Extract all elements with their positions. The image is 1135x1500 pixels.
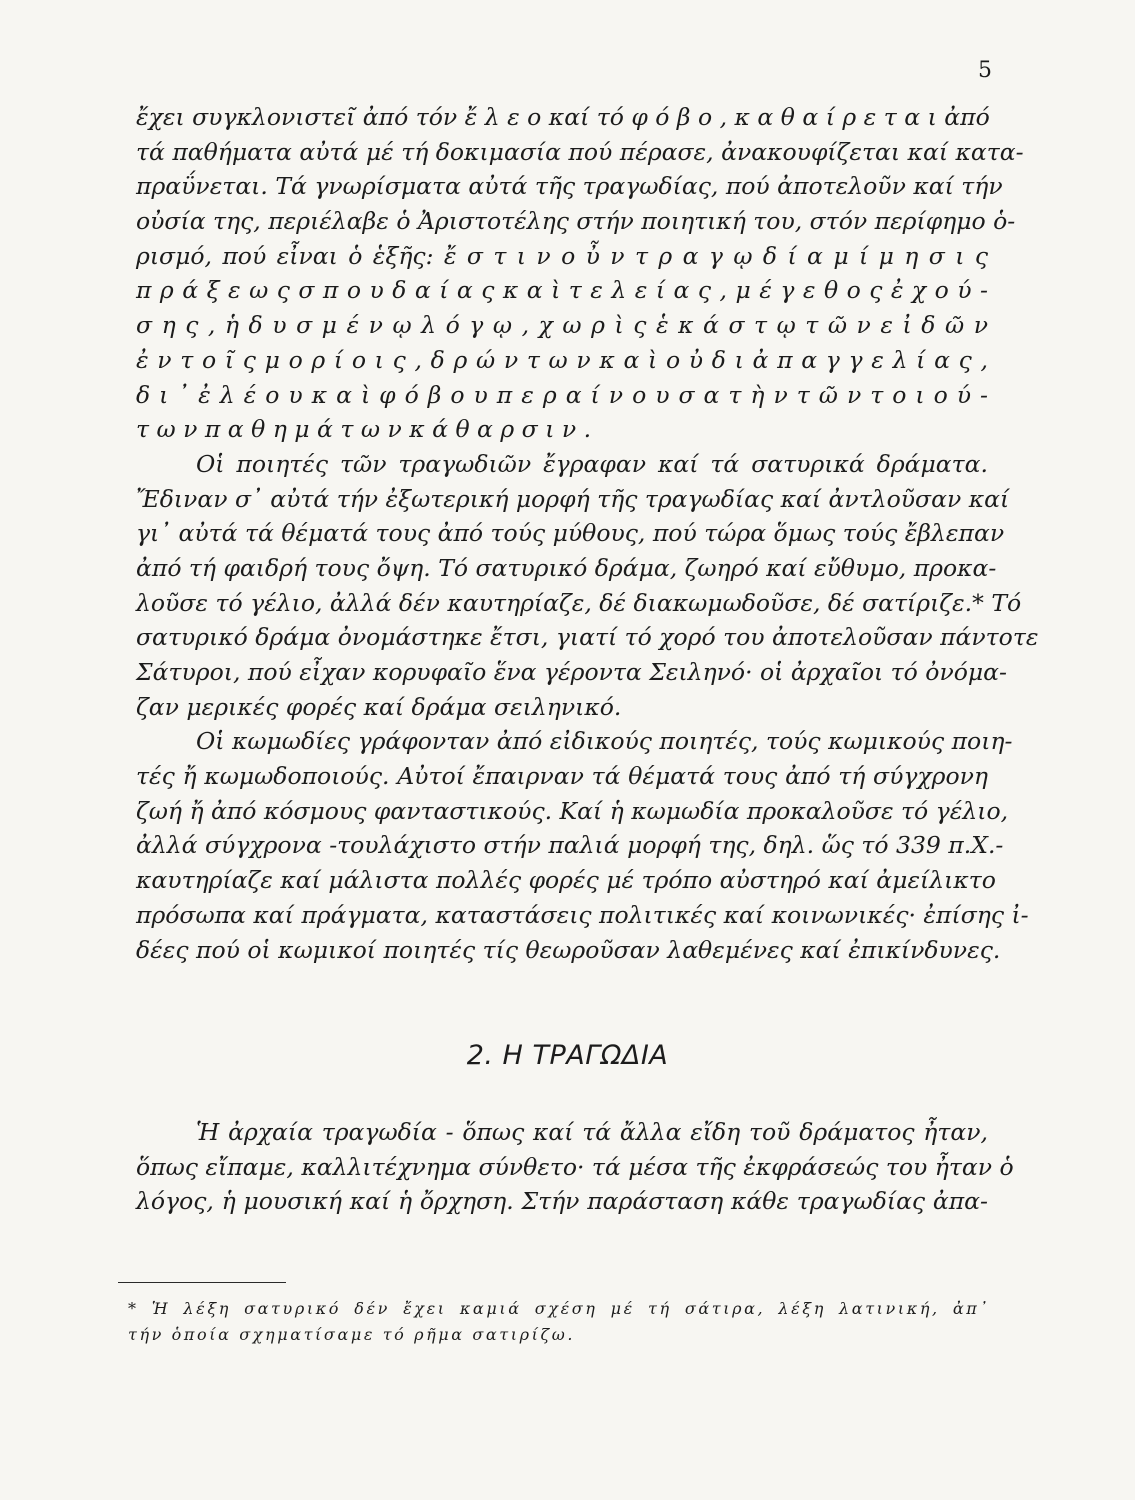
paragraph-start-line: Ἡ ἀρχαία τραγωδία - ὅπως καί τά ἄλλα εἴδη τοῦ δράματος ἦταν, bbox=[196, 1118, 988, 1146]
text-line: πρόσωπα καί πράγματα, καταστάσεις πολιτικές καί κοινωνικές· ἐπίσης ἰ- bbox=[136, 900, 1029, 929]
text-line: λόγος, ἡ μουσική καί ἡ ὄρχηση. Στήν παράσταση κάθε τραγωδίας ἀπα- bbox=[136, 1187, 988, 1216]
main-text-top bbox=[136, 100, 1039, 967]
text-line: Σάτυροι, πού εἶχαν κορυφαῖο ἕνα γέροντα Σειληνό· οἱ ἀρχαῖοι τό ὀνόμα- bbox=[136, 658, 1007, 686]
page-number: 5 bbox=[978, 58, 992, 83]
text-line: σατυρικό δράμα ὀνομάστηκε ἔτσι, γιατί τό χορό του ἀποτελοῦσαν πάντοτε bbox=[136, 623, 1039, 652]
text-line: τές ἤ κωμωδοποιούς. Αὐτοί ἔπαιρναν τά θέματά τους ἀπό τή σύγχρονη bbox=[136, 762, 988, 791]
text-line: τά παθήματα αὐτά μέ τή δοκιμασία πού πέρασε, ἀνακουφίζεται καί κατα- bbox=[136, 137, 1024, 166]
text-line: γι᾽ αὐτά τά θέματά τους ἀπό τούς μύθους, πού τώρα ὅμως τούς ἔβλεπαν bbox=[136, 519, 1005, 548]
paragraph-start-line: Οἱ ποιητές τῶν τραγωδιῶν ἔγραφαν καί τά σατυρικά δράματα. bbox=[196, 449, 988, 478]
definition-line: ἐ ν τ ο ῖ ς μ ο ρ ί ο ι ς , δ ρ ώ ν τ ω ν κ α ὶ ο ὐ δ ι ἀ π α γ γ ε λ ί α ς , bbox=[136, 345, 988, 374]
text-line: καυτηρίαζε καί μάλιστα πολλές φορές μέ τρόπο αὐστηρό καί ἀμείλικτο bbox=[136, 866, 996, 895]
footnote-line: τήν ὁποία σχηματίσαμε τό ρῆμα σατιρίζω. bbox=[128, 1325, 576, 1344]
definition-line: π ρ ά ξ ε ω ς σ π ο υ δ α ί α ς κ α ὶ τ ε λ ε ί α ς , μ έ γ ε θ ο ς ἐ χ ο ύ - bbox=[136, 276, 988, 305]
definition-line: σ η ς , ἡ δ υ σ μ έ ν ῳ λ ό γ ῳ , χ ω ρ ὶ ς ἑ κ ά σ τ ῳ τ ῶ ν ε ἰ δ ῶ ν bbox=[136, 311, 988, 340]
text-line: δέες πού οἱ κωμικοί ποιητές τίς θεωροῦσαν λαθεμένες καί ἐπικίνδυνες. bbox=[136, 935, 1001, 964]
footnote bbox=[128, 1296, 990, 1348]
text-line: ζωή ἤ ἀπό κόσμους φανταστικούς. Καί ἡ κωμωδία προκαλοῦσε τό γέλιο, bbox=[136, 796, 1009, 825]
text-line: ἀλλά σύγχρονα -τουλάχιστο στήν παλιά μορφή της, δηλ. ὥς τό 339 π.Χ.- bbox=[136, 831, 1004, 860]
footnote-line: * Ἡ λέξη σατυρικό δέν ἔχει καμιά σχέση μέ τή σάτιρα, λέξη λατινική, ἀπ᾽ bbox=[128, 1299, 990, 1318]
text-line: ζαν μερικές φορές καί δράμα σειληνικό. bbox=[136, 692, 622, 721]
text-line: Ἔδιναν σ᾽ αὐτά τήν ἐξωτερική μορφή τῆς τραγωδίας καί ἀντλοῦσαν καί bbox=[136, 484, 1010, 513]
text-line: ρισμό, πού εἶναι ὁ ἑξῆς: ἔ σ τ ι ν ο ὖ ν τ ρ α γ ῳ δ ί α μ ί μ η σ ι ς bbox=[136, 241, 988, 270]
definition-line: δ ι ᾽ ἐ λ έ ο υ κ α ὶ φ ό β ο υ π ε ρ α ί ν ο υ σ α τ ὴ ν τ ῶ ν τ ο ι ο ύ - bbox=[136, 380, 988, 409]
section-heading: 2. Η ΤΡΑΓΩΔΙΑ bbox=[466, 1040, 669, 1071]
text-line: ἀπό τή φαιδρή τους ὄψη. Τό σατυρικό δράμα, ζωηρό καί εὔθυμο, προκα- bbox=[136, 553, 997, 582]
text-line: ἔχει συγκλονιστεῖ ἀπό τόν ἔ λ ε ο καί τό φ ό β ο , κ α θ α ί ρ ε τ α ι ἀπό bbox=[136, 103, 990, 131]
text-line: ὅπως εἴπαμε, καλλιτέχνημα σύνθετο· τά μέσα τῆς ἐκφράσεώς του ἦταν ὁ bbox=[136, 1152, 1014, 1181]
text-line: οὐσία της, περιέλαβε ὁ Ἀριστοτέλης στήν ποιητική του, στόν περίφημο ὁ- bbox=[136, 207, 1016, 236]
main-text-bottom bbox=[136, 1115, 1014, 1219]
definition-line: τ ω ν π α θ η μ ά τ ω ν κ ά θ α ρ σ ι ν . bbox=[136, 415, 592, 444]
text-line: λοῦσε τό γέλιο, ἀλλά δέν καυτηρίαζε, δέ διακωμωδοῦσε, δέ σατίριζε.* Τό bbox=[136, 588, 1022, 617]
footnote-divider bbox=[118, 1282, 286, 1283]
paragraph-start-line: Οἱ κωμωδίες γράφονταν ἀπό εἰδικούς ποιητές, τούς κωμικούς ποιη- bbox=[196, 727, 1013, 756]
text-line: πραΰνεται. Τά γνωρίσματα αὐτά τῆς τραγωδίας, πού ἀποτελοῦν καί τήν bbox=[136, 172, 1003, 201]
